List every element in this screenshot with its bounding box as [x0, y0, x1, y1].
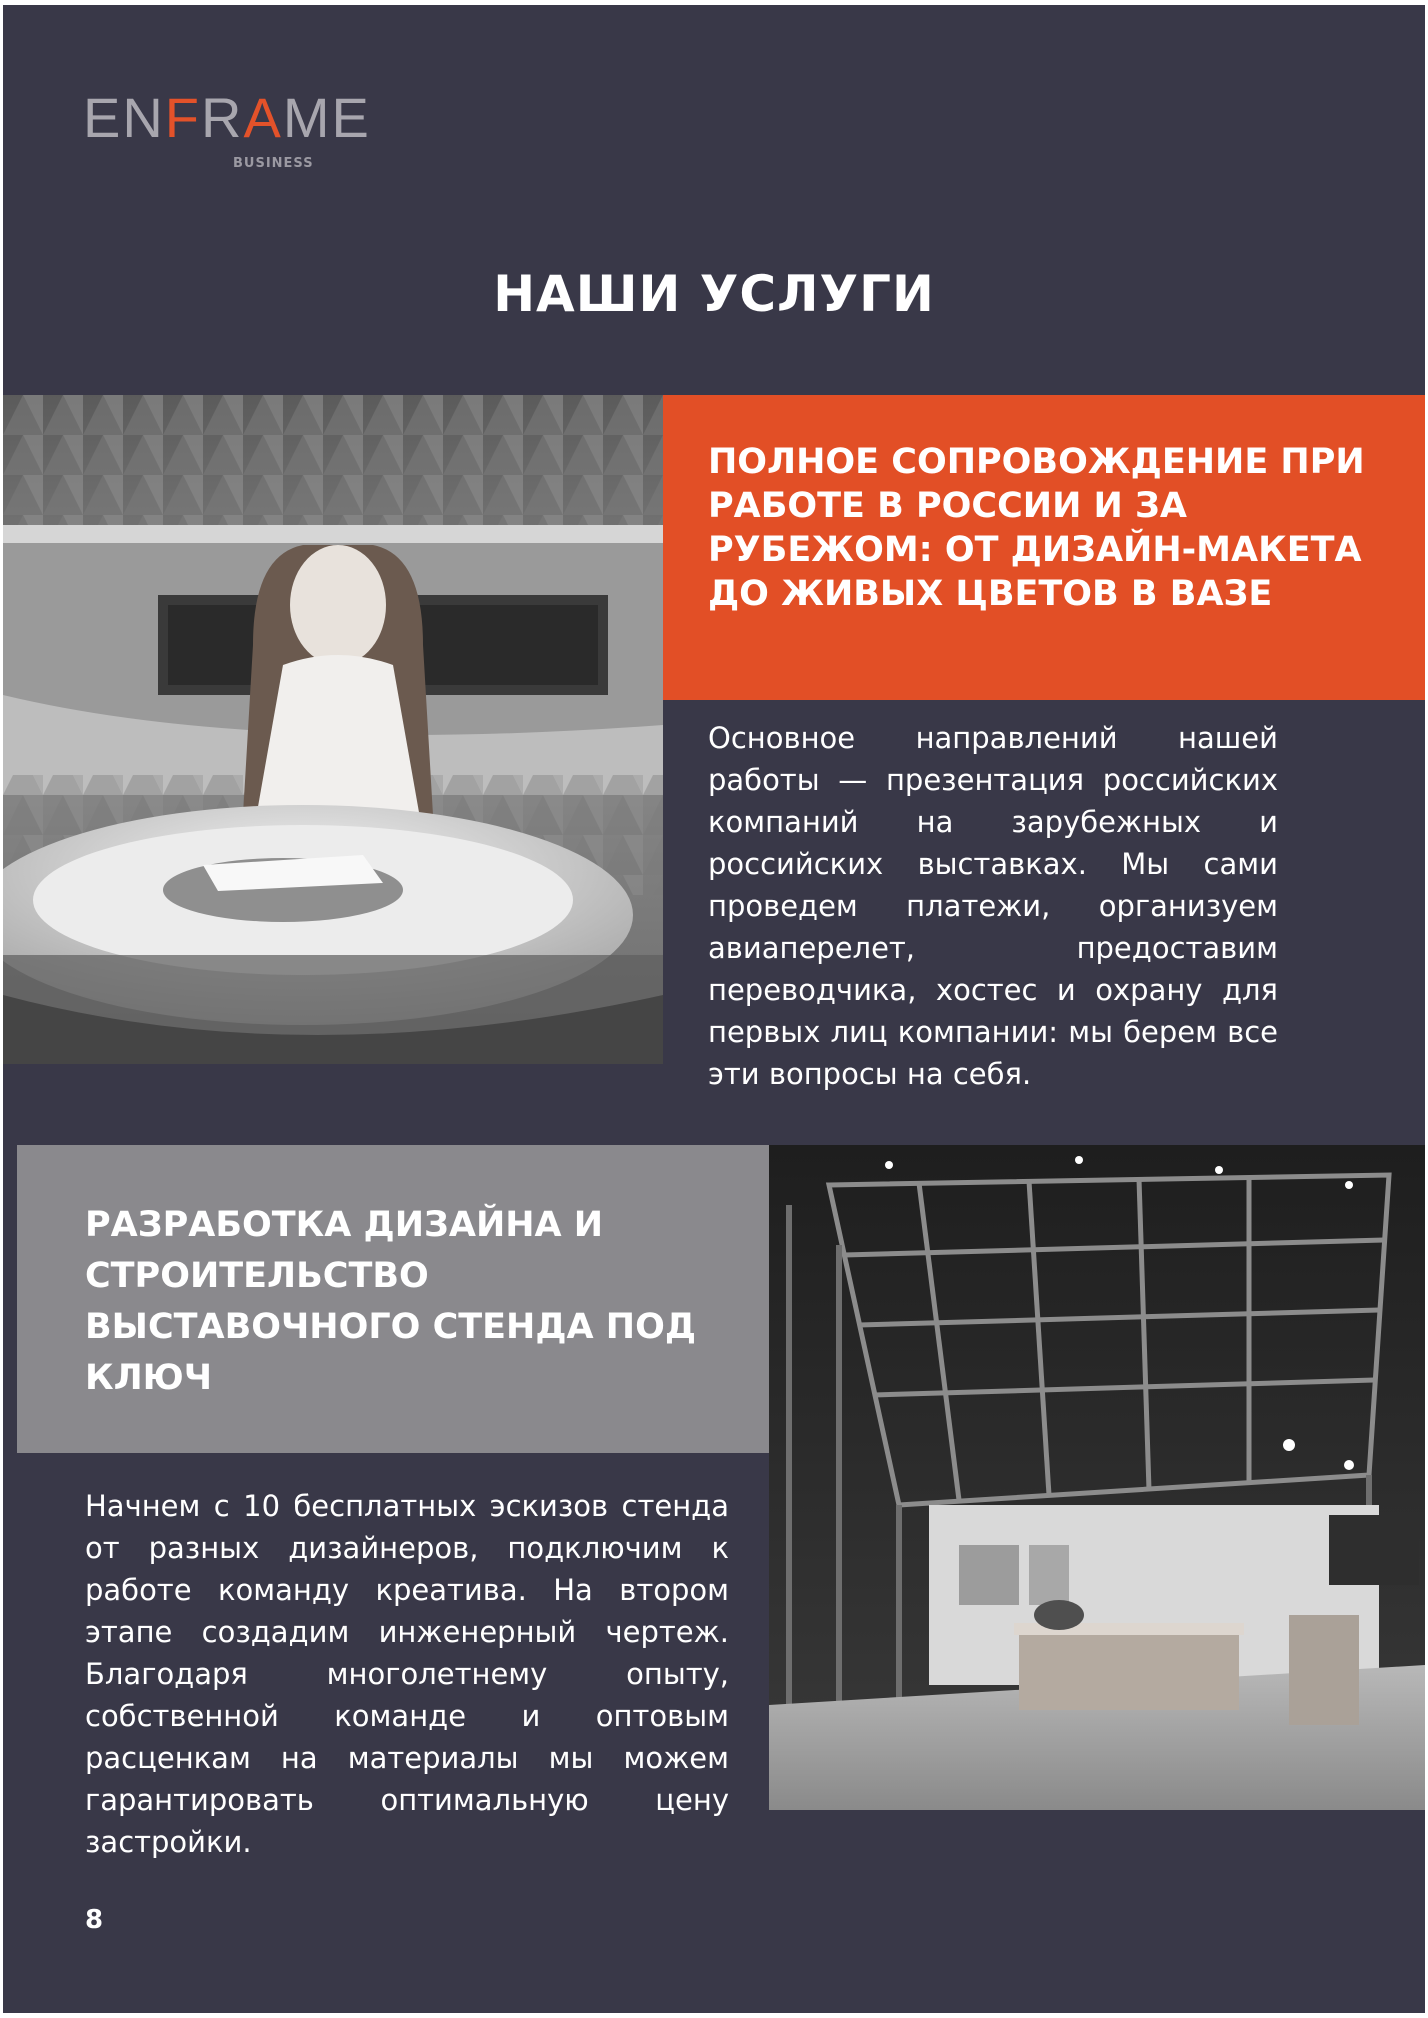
service2-heading-box [17, 1145, 769, 1453]
service1-heading-box [663, 395, 1425, 700]
page-number: 8 [85, 1905, 104, 1935]
service1-heading: ПОЛНОЕ СОПРОВОЖДЕНИЕ ПРИ РАБОТЕ В РОССИИ И ЗА РУБЕЖОМ: ОТ ДИЗАЙН-МАКЕТА ДО ЖИВЫХ ЦВЕТОВ В ВАЗЕ [708, 442, 1365, 614]
logo-subtitle: BUSINESS [233, 156, 314, 171]
brochure-page [3, 5, 1425, 2013]
service2-description: Начнем с 10 бесплатных эскизов стенда от разных дизайнеров, подключим к работе команду креатива. На втором этапе создадим инженерный чертеж. Благодаря многолетнему опыту, собственной команде и оптовым расценкам на материалы мы можем гарантировать оптимальную цену застройки. [85, 1489, 729, 1859]
logo-wordmark: ENFRAME [83, 86, 371, 149]
service1-description: Основное направлений нашей работы — презентация российских компаний на зарубежных и российских выставках. Мы сами проведем платежи, организуем авиаперелет, предоставим переводчика, хостес и охрану для первых лиц компании: мы берем все эти вопросы на себя. [708, 721, 1278, 1091]
enframe-logo [83, 86, 371, 171]
page-title: НАШИ УСЛУГИ [493, 265, 935, 323]
exhibition-stand-photo [769, 1145, 1425, 1810]
service2-heading: РАЗРАБОТКА ДИЗАЙНА И СТРОИТЕЛЬСТВО ВЫСТАВОЧНОГО СТЕНДА ПОД КЛЮЧ [85, 1205, 697, 1398]
studio-presenter-photo [3, 395, 663, 1064]
